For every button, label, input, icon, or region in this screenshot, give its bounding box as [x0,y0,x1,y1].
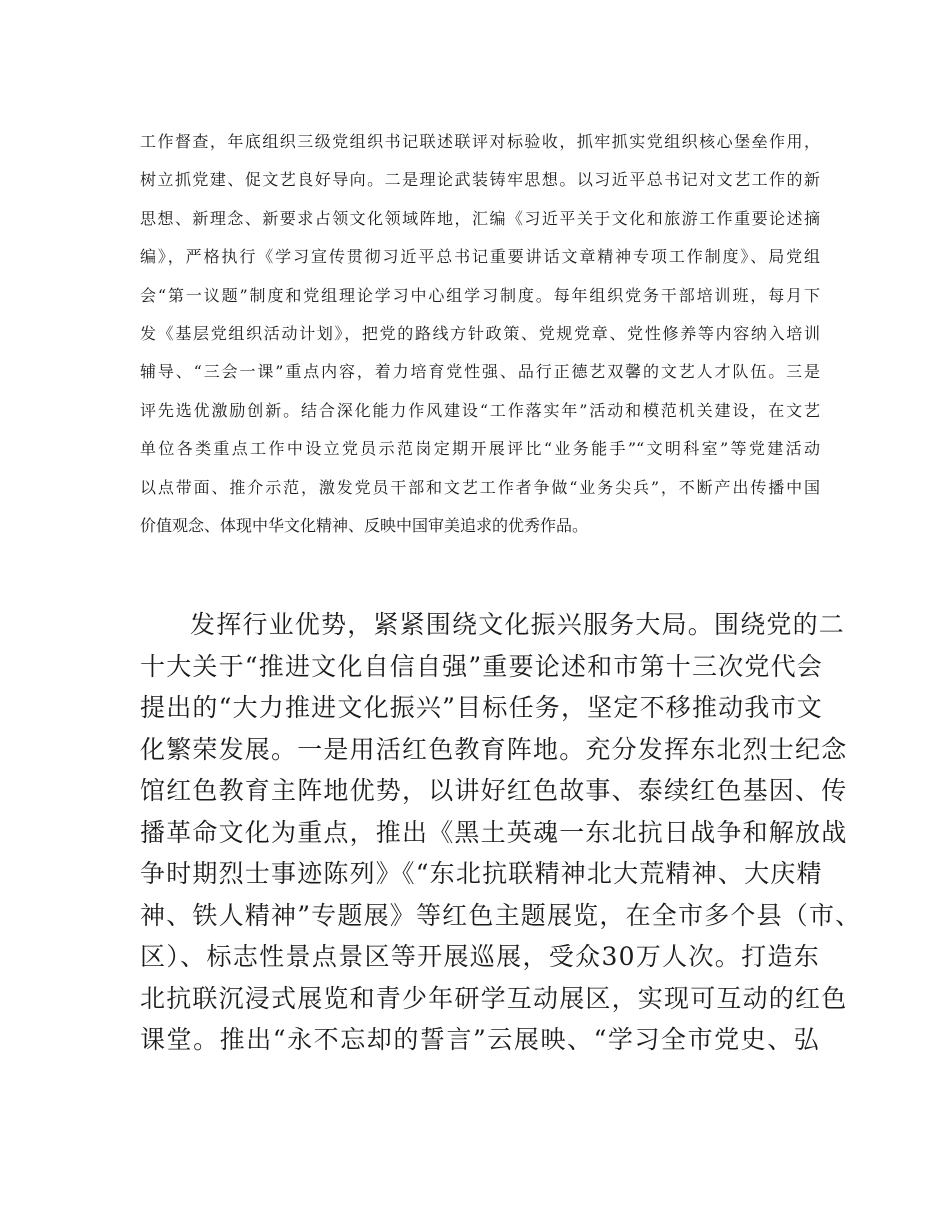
text-line: 化繁荣发展。一是用活红色教育阵地。充分发挥东北烈士纪念 [140,734,848,764]
text-line: 编》，严格执行《学习宣传贯彻习近平总书记重要讲话文章精神专项工作制度》、局党组 [140,247,820,267]
paragraph-party-building [140,123,820,545]
text-line: 价值观念、体现中华文化精神、反映中国审美追求的优秀作品。 [140,516,589,536]
text-line: 争时期烈士事迹陈列》《“东北抗联精神北大荒精神、大庆精 [140,859,823,888]
text-line: 发《基层党组织活动计划》，把党的路线方针政策、党规党章、党性修养等内容纳入培训 [140,324,820,344]
text-line: 提出的“大力推进文化振兴”目标任务，坚定不移推动我市文 [140,693,823,722]
text-line: 馆红色教育主阵地优势，以讲好红色故事、泰续红色基因、传 [140,776,848,805]
text-line: 思想、新理念、新要求占领文化领域阵地，汇编《习近平关于文化和旅游工作重要论述摘 [140,208,820,228]
text-line: 工作督查，年底组织三级党组织书记联述联评对标验收，抓牢抓实党组织核心堡垒作用， [140,132,820,151]
text-line: 神、铁人精神”专题展》等红色主题展览，在全市多个县（市、 [140,900,862,930]
text-line: 单位各类重点工作中设立党员示范岗定期开展评比“业务能手”“文明科室”等党建活动 [140,439,820,459]
paragraph-cultural-revitalization [140,604,862,1061]
text-line: 树立抓党建、促文艺良好导向。二是理论武装铸牢思想。以习近平总书记对文艺工作的新 [140,170,820,190]
text-line: 十大关于“推进文化自信自强”重要论述和市第十三次党代会 [140,651,823,681]
text-line: 课堂。推出“永不忘却的誓言”云展映、“学习全市党史、弘 [140,1025,820,1054]
text-line: 以点带面、推介示范，激发党员干部和文艺工作者争做“业务尖兵”，不断产出传播中国 [140,477,820,497]
text-line: 辅导、“三会一课”重点内容，着力培育党性强、品行正德艺双馨的文艺人才队伍。三是 [140,362,820,382]
text-line-first [140,604,846,646]
text-line: 会“第一议题”制度和党组理论学习中心组学习制度。每年组织党务干部培训班，每月下 [140,285,820,305]
text-line: 北抗联沉浸式展览和青少年研学互动展区，实现可互动的红色 [140,983,848,1013]
text-line: 评先选优激励创新。结合深化能力作风建设“工作落实年”活动和模范机关建设，在文艺 [140,400,820,420]
text-line: 发挥行业优势，紧紧围绕文化振兴服务大局。围绕党的二 [190,610,846,639]
text-line: 区）、标志性景点景区等开展巡展，受众30万人次。打造东 [140,942,820,971]
text-line: 播革命文化为重点，推出《黑土英魂一东北抗日战争和解放战 [140,817,848,847]
